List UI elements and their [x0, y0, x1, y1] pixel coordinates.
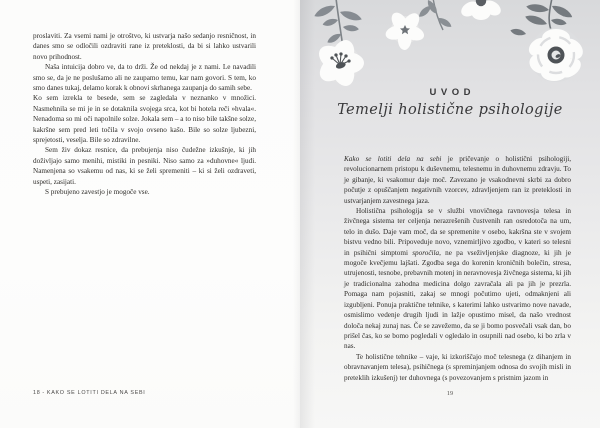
paragraph-text: , ne pa vseživljenjske diagnoze, ki jih je mogoče kvečjemu lajšati. Zgodba sega do korenin kroničnih bolečin, stresa, utrujenosti, tesnobe, prebavnih motenj in neravnovesja živčnega sistema, ki jih je tradicionalna zahodna medicina dolgo zavračala ali pa jih je prezrla. Pomaga nam pojasniti, zakaj se mnogi počutimo ujeti, odmaknjeni ali izgubljeni. Ponuja praktične tehnike, s katerimi lahko ustvarimo nove navade, osmislimo vedenje drugih ljudi in lažje opustimo misel, da našo vrednost določa nekaj zunaj nas. Če se zavežemo, da se ji bomo posvečali vsak dan, bo prišel čas, ko se bomo pogledali v ogledalo in osupnili nad osebo, ki bo zrla v nas.	[344, 248, 571, 351]
leaf-sprig-icon	[417, 0, 453, 30]
emphasized-word: sporočila	[412, 248, 440, 257]
floral-header-illustration	[300, 0, 600, 95]
chapter-label: UVOD	[429, 87, 475, 98]
poppy-flower-icon	[314, 37, 364, 90]
right-page	[300, 0, 600, 428]
paragraph: Naša intuicija dobro ve, da to drži. Že od nekdaj je z nami. Le navadili smo se, da je ne poslušamo ali ne zaupamo temu, kar nam govori. S tem, ko smo danes tukaj, delamo korak k obnovi skrhanega zaupanja do samih sebe.	[33, 63, 256, 93]
chapter-title: Temelji holistične psihologije	[337, 102, 563, 118]
running-footer	[33, 390, 148, 396]
right-page-text	[344, 154, 571, 383]
footer-separator: -	[42, 390, 45, 396]
paragraph	[344, 154, 571, 206]
paragraph-text: je pričevanje o holistični psihologiji, revolucionarnem pristopu k duševnemu, telesnemu in duhovnemu zdravju. To je gibanje, ki vsakomur daje moč. Zavezano je vsakodnevni skrbi za dobro počutje z opuščanjem negativnih vzorcev, zdravljenjem ran iz preteklosti in ustvarjanjem zavestnega jaza.	[344, 155, 571, 205]
page-number: 19	[446, 390, 454, 397]
paragraph: S prebujeno zavestjo je mogoče vse.	[45, 188, 150, 197]
book-title-reference: Kako se lotiti dela na sebi	[344, 155, 442, 163]
paragraph: Ko sem izrekla te besede, sem se zagledala v neznanko v množici. Nasmehnila se mi je in se dotaknila svojega srca, kot bi hotela reči »hvala«. Nenadoma so mi oči napolnile solze. Jokala sem – a to niso bile takšne solze, kakršne sem pred leti točila v svojo ovseno kašo. Bile so solze ljubezni, sprejetosti, veselja. Bile so zdravilne.	[33, 94, 256, 145]
leaf-sprig-icon	[313, 0, 363, 48]
rose-flower-icon	[525, 28, 587, 82]
paragraph: Te holistične tehnike – vaje, ki izkoriščajo moč telesnega (z dihanjem in obravnavanjem telesa), psihičnega (s spreminjanjem odnosa do svojih misli in preteklih izkušenj) ter duhovnega (s povezovanjem s pristnim jazom in	[344, 352, 571, 382]
chapter-header	[300, 87, 600, 118]
running-title: KAKO SE LOTITI DELA NA SEBI	[46, 390, 146, 396]
paragraph-text: Holistična psihologija se v službi vnovičnega ravnovesja telesa in živčnega sistema ter celjenja nerazrešenih čustvenih ran osredotoča na um, telo in dušo. Daje vam moč, da se spremenite v osebo, kakršna ste v svojem bistvu vedno bili. Pripoveduje novo, vznemirljivo zgodbo, v kateri so telesni in psihični simptomi	[344, 207, 571, 257]
paragraph: proslaviti. Za vsemi nami je otroštvo, ki ustvarja našo sedanjo resničnost, in danes smo se odločili ozdraviti rane iz preteklosti, da bi si lahko ustvarili novo prihodnost.	[33, 32, 256, 61]
paragraph: Sem živ dokaz resnice, da prebujenja niso čudežne izkušnje, ki jih doživljajo samo menihi, mistiki in pesniki. Niso samo za »duhovne« ljudi. Namenjena so vsakemu od nas, ki se želi spremeniti – ki si želi ozdraveti, uspeti, zasijati.	[33, 146, 256, 186]
paragraph	[344, 206, 571, 352]
partial-top-flower-icon	[458, 0, 503, 20]
left-page-text	[33, 31, 256, 198]
page-number: 18	[33, 390, 41, 396]
